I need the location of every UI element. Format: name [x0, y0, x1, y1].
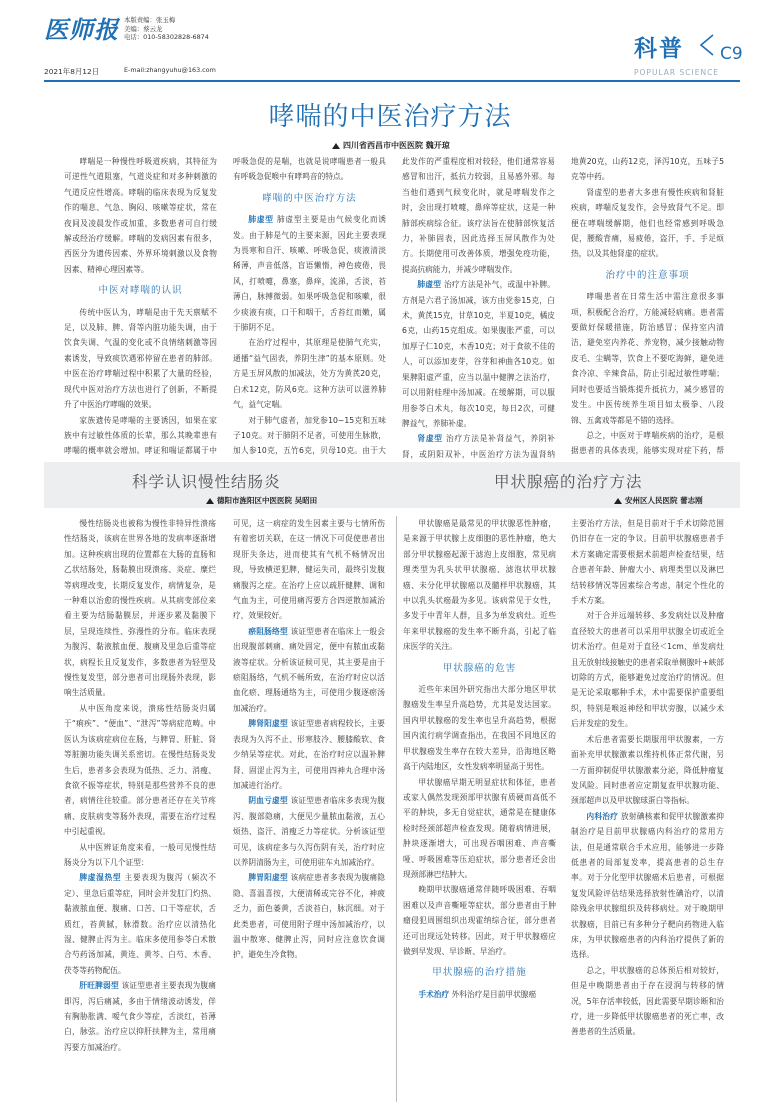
newspaper-logo: 医师报	[44, 15, 119, 44]
paragraph-text: 近些年来国外研究指出大部分地区甲状腺癌发生率呈升高趋势，尤其是发达国家。国内甲状腺癌的发生率也呈升高趋势，根据国内流行病学调查指出，在我国不同地区的甲状腺癌发生率存在较大差异，沿海地区略高于内陆地区，女性发病率明显高于男性。	[403, 685, 556, 772]
paragraph-label: 内科治疗	[586, 811, 619, 821]
paragraph-label: 手术治疗	[418, 989, 450, 999]
paragraph-label: 肾虚型	[417, 434, 443, 444]
paragraph-text: 传统中医认为，哮喘是由于先天禀赋不足，以及肺、脾、肾等内脏功能失调，由于饮食失调、气温的变化或不良情绪刺激等因素诱发，导致痰饮遇邪停留在患者的肺部。中医在治疗哮喘过程中积累了大量的经验，现代中医对治疗方法也进行了创新，不断提升了中医治疗哮喘的效果。	[64, 307, 217, 410]
paragraph-label: 阴血亏虚型	[248, 796, 288, 806]
section-heading: 甲状腺癌的危害	[442, 662, 517, 674]
paragraph-text: 对于肺气虚者，加党参10~15克和五味子10克。对于肺阴不足者，可使用生脉散，加人参10克，五竹6克，贝母10克。由于大	[233, 415, 386, 456]
section-subtitle: POPULAR SCIENCE	[634, 68, 720, 77]
paragraph	[571, 608, 724, 731]
triangle-icon	[614, 498, 622, 504]
paragraph	[571, 154, 724, 185]
article1-col3	[402, 154, 555, 459]
paragraph	[233, 516, 385, 624]
paragraph-label: 肝旺脾弱型	[79, 981, 119, 991]
section-heading: 治疗中的注意事项	[605, 269, 690, 281]
paragraph	[403, 882, 556, 959]
paragraph	[402, 154, 555, 277]
paragraph-label: 肺虚型	[417, 280, 442, 290]
article1-col1	[64, 154, 217, 454]
paragraph-text: 该证型患者临床多表现为腹泻、腹部隐痛，大便见少量脓血黏液，五心烦热、盗汗、消瘦乏力等症状。分析该证型可见，该病症多与久泻伤阴有关，治疗时应以养阴清肠为主，可使用驻车丸加减治疗。	[233, 796, 385, 867]
paragraph-label: 脾胃阳虚型	[248, 873, 288, 883]
paragraph-text: 从中医角度来说，溃疡性结肠炎归属于“痢疾”、“便血”、“泄泻”等病症范畴。中医认为该病症病位在肠，与脾胃、肝脏、肾等脏腑功能失调关系密切。在慢性结肠炎发生后，患者多会表现为低热、乏力、消瘦、食欲不振等症状，特别是那些营养不良的患者，病情往往较重。部分患者还存在关节疼痛、皮肤病变等肠外表现，需要在治疗过程中引起重视。	[64, 703, 216, 837]
paragraph	[64, 305, 217, 413]
article2-col1	[64, 516, 216, 1102]
paragraph-label: 脾虚湿热型	[79, 873, 122, 883]
triangle-icon	[206, 498, 214, 504]
paragraph-text: 在治疗过程中，其原理是使肺气充实，通播“益气固表，养阴生津”的基本原则。处方是玉屏风散的加减法，处方为黄芪20克，白术12克，防风6克。这种方法可以滋养肺气，益气定喘。	[233, 338, 386, 410]
paragraph-text: 可见，这一病症的发生因素主要与七情所伤有着密切关联，在这一情况下可促使患者出现肝失条达，进而使其有气机不畅情况出现，导致横逆犯脾，健运失司，最终引发腹痛腹泻之症。在治疗上应以疏肝健脾、调和气血为主，可使用痛泻要方合四逆散加减治疗，效果较好。	[233, 519, 385, 621]
paragraph-text: 晚期甲状腺癌通常伴随呼吸困难、吞咽困难以及声音嘶哑等症状，部分患者由于肿瘤侵犯周围组织出现霍纳综合征，部分患者还可出现远处转移。因此，对于甲状腺癌应做到早发现、早诊断、早治疗。	[403, 885, 556, 956]
paragraph-label: 肺虚型	[248, 215, 274, 225]
author-text: 四川省西昌市中医医院 魏开琼	[343, 141, 450, 150]
paragraph	[64, 870, 216, 978]
paragraph	[64, 701, 216, 840]
article-title-asthma: 哮喘的中医治疗方法	[268, 102, 512, 132]
paragraph	[233, 870, 385, 962]
paragraph	[233, 716, 385, 793]
paragraph-label: 瘀阻肠络型	[248, 626, 288, 636]
paragraph-text: 甲状腺癌早期无明显症状和体征，患者或家人偶然发现颈部甲状腺有质硬而高低不平的肿块，多无自觉症状，通常是在健康体检时经颈部超声检查发现。随着病情进展，肿块逐渐增大，可出现吞咽困难、声音嘶哑、呼吸困难等压迫症状，部分患者还会出现颈部淋巴结肿大。	[403, 777, 556, 879]
paragraph-text: 主要表现为腹泻（频次不定）、里急后重等症，同时会并发肛门灼热、黏液脓血便、腹痛、口苦、口干等症状，舌质红，苔黄腻，脉滑数。治疗应以清热化湿、健脾止泻为主。临床多使用参苓白术散合芍药汤加减，黄连、黄芩、白芍、木香、茯苓等药物配伍。	[64, 873, 216, 975]
paragraph-text: 治疗方法是补气，或温中补脾。方剂是六君子汤加减，该方由党参15克，白术，黄芪15克，甘草10克，半夏10克，橘皮6克，山药15克组成。如果腹胀严重，可以加厚子仁10克，木香10克；对于食欲不佳的人，可以添加麦芽，谷芽和神曲各10克。如果脾阳虚严重，应当以温中健脾之法治疗，可以用附桂理中汤加减。在缓解期，可以服用参苓白术丸，每次10克，每日2次，可健脾益气，养肺补虚。	[402, 280, 555, 428]
paragraph-text: 家族遗传是哮喘的主要诱因，如果在家族中有过敏性体质的长辈，那么其晚辈患有哮喘的概率就会增加。哮证和喘证都属于中	[64, 415, 217, 456]
article1-col4	[571, 154, 724, 454]
paragraph	[403, 987, 556, 1002]
article1-col2	[233, 154, 386, 454]
paragraph	[233, 212, 386, 335]
paragraph	[233, 335, 386, 412]
paragraph-text: 肾虚型的患者大多患有慢性疾病和肾脏疾病，哮喘反复发作，会导致肾气不足。即便在哮喘缓解期，他们也经常感到呼吸急促，腰酸背痛，易疲倦，盗汗，手、手足烦热，以及其他肾虚的症状。	[571, 187, 724, 259]
paragraph	[64, 154, 217, 277]
paragraph-text: 外科治疗是目前甲状腺癌	[451, 989, 537, 999]
paragraph	[403, 516, 556, 655]
paragraph-text: 术后患者需要长期服用甲状腺素，一方面补充甲状腺激素以维持机体正常代谢，另一方面抑制促甲状腺激素分泌，降低肿瘤复发风险。同时患者应定期复查甲状腺功能、颈部超声以及甲状腺球蛋白等指标。	[571, 734, 724, 806]
paragraph	[64, 840, 216, 871]
issue-date: 2021年8月12日	[44, 67, 100, 76]
paragraph	[571, 516, 724, 608]
paragraph-text: 肺虚型主要是由气候变化而诱发。由于肺是气的主要来源，因此主要表现为畏寒和自汗、咳嗽、呼吸急促，痰液清淡稀薄，声音低落，盲语懒惰，神色疲倦，畏风，打喷嚏，鼻塞，鼻痒，流涕，舌淡，苔薄白，脉搏微弱。如果呼吸急促和咳嗽，很少痰液有痰，口干和咽干，舌苔红而嫩，属于肺阴不足。	[233, 215, 386, 333]
paragraph	[233, 793, 385, 870]
paragraph	[571, 809, 724, 963]
paragraph	[403, 682, 556, 774]
paragraph-text: 总之，甲状腺癌的总体预后相对较好，但是中晚期患者由于存在浸润与转移的情况，5年存活率较低，因此需要早期诊断和治疗，进一步降低甲状腺癌患者的死亡率，改善患者的生活质量。	[571, 965, 724, 1037]
paragraph-text: 主要治疗方法，但是目前对于手术切除范围仍旧存在一定的争议。目前甲状腺癌患者手术方案确定需要根据术前超声检查结果，结合患者年龄、肿瘤大小、病理类型以及淋巴结转移情况等因素综合考虑，制定个性化的手术方案。	[571, 519, 724, 606]
paragraph	[402, 277, 555, 431]
paragraph	[571, 289, 724, 428]
paragraph-text: 慢性结肠炎也被称为慢性非特异性溃疡性结肠炎，该病在世界各地的发病率逐渐增加。这种疾病出现的位置都在大肠的直肠和乙状结肠处，肠黏膜出现溃疡、炎症、糜烂等病理改变，长期反复发作，病情复杂，是一种难以治愈的慢性疾病。从其病变部位来看主要为结肠黏膜层，并逐步累及黏膜下层，呈现连续性、弥漫性的分布。临床表现为腹泻、黏液脓血便、腹痛及里急后重等症状，病程长且反复发作，多数患者为轻型及慢性复发型，部分患者可出现肠外表现，影响生活质量。	[64, 519, 216, 698]
chevron-left-icon	[698, 34, 716, 56]
paragraph-text: 甲状腺癌是最常见的甲状腺恶性肿瘤，是来源于甲状腺上皮细胞的恶性肿瘤，绝大部分甲状腺癌起源于滤泡上皮细胞，常见病理类型为乳头状甲状腺癌、滤泡状甲状腺癌、未分化甲状腺癌以及髓样甲状腺癌，其中以乳头状癌最为多见。该病常见于女性，多发于中青年人群，且多为单发病灶。近些年来甲状腺癌的发生率不断升高，引起了临床医学的关注。	[403, 519, 556, 652]
paragraph	[571, 732, 724, 809]
section-heading: 甲状腺癌的治疗措施	[432, 967, 527, 979]
paragraph-text: 治疗方法是补肾益气，养阴补肾，或阴阳双补，中医治疗方法为温肾纳	[402, 434, 555, 459]
designer-line: 美编：蔡云龙	[124, 24, 163, 33]
section-heading: 中医对哮喘的认识	[98, 285, 183, 297]
paragraph-text: 地黄20克，山药12克，泽泻10克，五味子5克等中药。	[571, 157, 724, 182]
paragraph-text: 哮喘患者在日常生活中需注意很多事项，积极配合治疗，方能减轻病痛。患者需要做好保暖措施，防治感冒；保持室内清洁，避免室内养花、养宠物，减少接触动物皮毛、尘螨等，饮食上不要吃海鲜，避免进食冷凉、辛辣食品，防止引起过敏性哮喘；同时也要适当锻炼提升抵抗力，减少感冒的发生。中医传统养生项目如太极拳、八段锦、五禽戏等都是不错的选择。	[571, 292, 724, 425]
header-rule	[44, 80, 740, 82]
paragraph	[571, 963, 724, 1040]
article-title-thyroid: 甲状腺癌的治疗方法	[494, 473, 643, 491]
paragraph-text: 该病症患者多表现为腹痛隐隐、喜温喜按，大便清稀或完谷不化，神疲乏力，面色萎黄，舌淡苔白，脉沉细。对于此类患者，可使用附子理中汤加减治疗，以温中散寒、健脾止泻，同时应注意饮食调护，避免生冷食物。	[233, 873, 385, 960]
paragraph	[403, 775, 556, 883]
paragraph-text: 放射碘核素和促甲状腺激素抑制治疗是目前甲状腺癌内科治疗的常用方法，但是通常联合手术应用，能够进一步降低患者的局部复发率，提高患者的总生存率。对于分化型甲状腺癌术后患者，可根据复发风险评估结果选择放射性碘治疗，以清除残余甲状腺组织及转移病灶。对于晚期甲状腺癌，目前已有多种分子靶向药物进入临床，为甲状腺癌患者的内科治疗提供了新的选择。	[571, 811, 724, 960]
paragraph-text: 该证型患者主要表现为腹痛即泻，泻后痛减，多由于情绪波动诱发，伴有胸胁胀满、嗳气食少等症，舌淡红，苔薄白，脉弦。治疗应以抑肝扶脾为主，常用痛泻要方加减治疗。	[64, 981, 216, 1052]
article-author-thyroid	[614, 495, 703, 506]
paragraph-text: 从中医辨证角度来看，一般可见慢性结肠炎分为以下几个证型：	[64, 842, 216, 867]
paragraph	[571, 185, 724, 262]
author-text: 德阳市旌阳区中医医院 吴昭田	[217, 496, 318, 505]
paragraph	[233, 624, 385, 716]
paragraph-text: 哮喘是一种慢性呼吸道疾病，其特征为可逆性气道阻塞，气道炎症和对多种刺激的气道反应性增高。哮喘的临床表现为反复发作的喘息、气急、胸闷、咳嗽等症状，常在夜间及凌晨发作或加重，多数患者可自行缓解或经治疗缓解。哮喘的发病因素有很多，西医分为遗传因素、外界环境刺激以及食物因素、精神心理因素等。	[64, 157, 217, 274]
paragraph	[233, 154, 386, 185]
email-line: E-mail:zhangyuhu@163.com	[124, 66, 216, 74]
editor-line: 本版责编：张玉梅	[124, 16, 176, 24]
paragraph-text: 呼吸急促的是喘，也就是说哮喘患者一般具有呼吸急促喉中有哮鸣音的特点。	[233, 157, 386, 182]
paragraph-label: 脾肾阳虚型	[248, 719, 288, 729]
section-heading: 哮喘的中医治疗方法	[262, 192, 357, 204]
triangle-icon	[332, 143, 340, 149]
article3-col2	[571, 516, 724, 1102]
paragraph-text: 总之，中医对于哮喘疾病的治疗，是根据患者的具体表现，能够实现对症下药，帮	[571, 430, 724, 456]
paragraph	[64, 516, 216, 701]
paragraph-text: 对于合并远端转移、多发病灶以及肿瘤直径较大的患者可以采用甲状腺全切或近全切术治疗。但是对于直径＜1cm、单发病灶且无放射线接触史的患者采取单侧腺叶+峡部切除的方式，能够避免过度治疗的情况。但是无论采取哪种手术，术中需要保护重要组织，特别是喉返神经和甲状旁腺，以减少术后并发症的发生。	[571, 611, 724, 729]
paragraph-text: 此发作的严重程度相对较轻，他们通常容易感冒和出汗，抵抗力较弱，且易感外邪。每当他们遇到气候变化时，就是哮喘发作之时，会出现打喷嚏，鼻痒等症状，这是一种肺部疾病综合征。该疗法旨在使肺部恢复活力，补肺固表，因此选择玉屏风散作为处方。长期使用可改善体质，增强免疫功能，提高抗病能力，并减少哮喘发作。	[402, 157, 555, 274]
section-title: 科普	[634, 36, 684, 62]
paragraph-text: 该证型患者在临床上一般会出现腹部刺痛、痛处固定，便中有脓血或黏液等症状。分析该证候可见，其主要是由于瘀阻肠络，气机不畅所致，在治疗时应以活血化瘀、理肠通络为主，可使用少腹逐瘀汤加减治疗。	[233, 626, 385, 713]
phone-line: 电话：010-58302828-6874	[124, 33, 209, 41]
paragraph-text: 该证型患者病程较长，主要表现为久泻不止、形寒肢冷、腰膝酸软、食少纳呆等症状。对此，在治疗时应以温补脾肾、固涩止泻为主，可使用四神丸合理中汤加减进行治疗。	[233, 719, 385, 790]
page-number: C9	[720, 44, 743, 64]
author-text: 安州区人民医院 蕾志刚	[625, 496, 703, 505]
paragraph	[64, 978, 216, 1055]
article-author-colitis	[206, 495, 317, 506]
masthead-editor-info	[124, 16, 209, 42]
article3-col1	[403, 516, 556, 1102]
article2-col2	[233, 516, 385, 1102]
article-title-colitis: 科学认识慢性结肠炎	[132, 473, 281, 491]
column-divider	[396, 516, 397, 1102]
article-author-asthma	[332, 140, 450, 151]
